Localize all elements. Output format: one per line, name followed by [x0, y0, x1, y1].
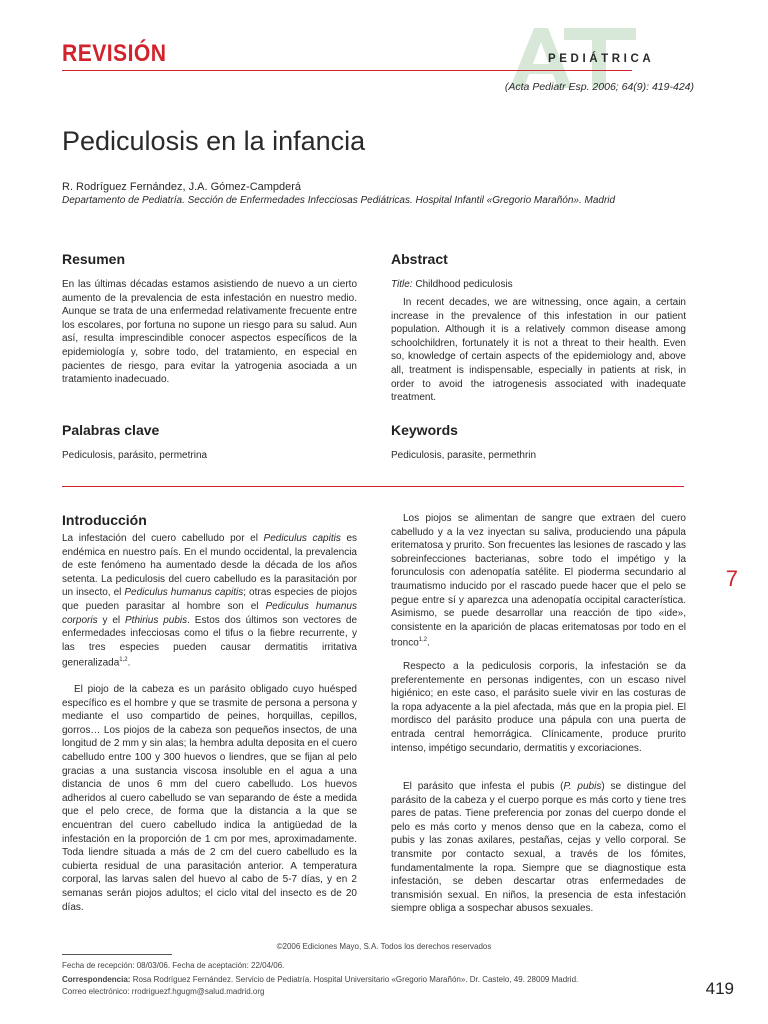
authors: R. Rodríguez Fernández, J.A. Gómez-Campderá [62, 181, 302, 193]
page-number: 419 [705, 979, 734, 998]
intro-paragraph-4: Respecto a la pediculosis corporis, la infestación se da preferentemente en personas indigentes, con un escaso nivel higiénico; en este caso, el parásito suele vivir en las costuras de la ropa adyacente a la piel afectada, más que en la propia piel. El mordisco del parásito produce una pápula con una puerta de entrada central hemorrágica. Clínicamente, produce prurito intenso, impétigo secundario, dermatitis y excoriaciones. [391, 661, 686, 754]
resumen-heading: Resumen [62, 251, 126, 267]
correspondence: Correspondencia: Rosa Rodríguez Fernández. Servicio de Pediatría. Hospital Universitario «Gregorio Marañón». Dr. Castelo, 49. 28009 Madrid. [62, 975, 579, 984]
copyright: ©2006 Ediciones Mayo, S.A. Todos los derechos reservados [276, 942, 492, 951]
resumen-text: En las últimas décadas estamos asistiendo de nuevo a un cierto aumento de la prevalencia de esta infestación en nuestro medio. Aunque se trata de una enfermedad relativamente frecuente entre los escolares, por fortuna no supone un riesgo para su salud. Aun así, resulta imprescindible conocer aspectos específicos de la epidemiología y, sobre todo, del tratamiento, en especial en pacientes de riesgo, para evitar la yatrogenia asociada a un tratamiento inadecuado. [62, 279, 357, 386]
intro-paragraph-2: El piojo de la cabeza es un parásito obligado cuyo huésped específico es el hombre y que se trasmite de persona a persona y mediante el uso compartido de peines, horquillas, cepillos, gorros… Los piojos de la cabeza son pequeños insectos, de una longitud de 2 mm y sin alas; la hembra adulta deposita en el cuero cabelludo entre 100 y 300 huevos o liendres, que se fijan al pelo gracias a una sustancia viscosa insoluble en el agua a una distancia de unos 6 mm del cuero cabelludo. Los huevos adheridos al cuero cabelludo se van separando de éste a medida que el pelo crece, de forma que la distancia a la que se encuentran del cuero cabelludo indica la antigüedad de la infestación en la proporción de 1 cm por mes, aproximadamente. Toda liendre situada a más de 2 cm del cuero cabelludo es la cubierta residual de una parasitación anterior. A temperatura corporal, las larvas salen del huevo al cabo de 5-7 días, y en 2 semanas serán piojos adultos; el ciclo vital del insecto es de 20 días. [62, 684, 357, 913]
keywords-es-text: Pediculosis, parásito, permetrina [62, 450, 208, 461]
received-dates: Fecha de recepción: 08/03/06. Fecha de aceptación: 22/04/06. [62, 961, 285, 970]
abstract-title-label: Title: [391, 279, 413, 290]
section-label: REVISIÓN [62, 40, 167, 67]
article-title: Pediculosis en la infancia [62, 126, 366, 156]
section-rule [62, 486, 684, 487]
intro-paragraph-5: El parásito que infesta el pubis (P. pubis) se distingue del parásito de la cabeza y el cuerpo porque es más corto y tiene tres pares de patas. Tiene preferencia por zonas del cuerpo donde el pelo es más corto y menos denso que en la cabeza, como el pubis y las zonas axilares, pestañas, cejas y vello corporal. Se transmite por contacto sexual, a través de los fómites, fundamentalmente la ropa. Siempre que se diagnostique esta infestación, se deben descartar otras enfermedades de transmisión sexual. En niños, la presencia de esta infestación siempre obliga a sospechar abusos sexuales. [391, 781, 686, 915]
header-rule [62, 70, 632, 71]
abstract-heading: Abstract [391, 251, 448, 267]
citation: (Acta Pediatr Esp. 2006; 64(9): 419-424) [504, 81, 694, 93]
affiliation: Departamento de Pediatría. Sección de Enfermedades Infecciosas Pediátricas. Hospital Infantil «Gregorio Marañón». Madrid [62, 195, 616, 206]
intro-paragraph-1: La infestación del cuero cabelludo por el Pediculus capitis es endémica en nuestro país. En el mundo occidental, la prevalencia de este fenómeno ha aumentado desde la década de los años setenta. La pediculosis del cuero cabelludo es la parasitación por un insecto, el Pediculus humanus capitis; otras especies de piojos que pueden parasitar al hombre son el Pediculus humanus corporis y el Pthirius pubis. Estos dos últimos son vectores de enfermedades infecciosas como el tifus o la fiebre recurrente, y las tres especies pueden causar dermatitis irritativa generalizada$^{1,2}$. [62, 533, 358, 669]
intro-heading: Introducción [62, 512, 147, 528]
footnote-rule [62, 954, 172, 955]
abstract-title-value: Childhood pediculosis [415, 279, 513, 290]
keywords-es-heading: Palabras clave [62, 422, 160, 438]
email: Correo electrónico: rrodriguezf.hgugm@salud.madrid.org [62, 987, 265, 996]
intro-paragraph-3: Los piojos se alimentan de sangre que extraen del cuero cabelludo y a la vez inyectan su saliva, produciendo una pápula eritematosa y prurito. Son frecuentes las lesiones de rascado y las sobreinfecciones bacterianas, sobre todo el impétigo y la forunculosis con adenopatía satélite. El pioderma secundario al traumatismo inducido por el rascado puede hacer que el pelo se pegue entre sí y aparezca una adenopatía occipital característica. Asimismo, se puede desarrollar una reacción de tipo «ide», consistente en la aparición de placas eritematosas por todo en el tronco$^{1,2}$. [391, 513, 686, 649]
chapter-marker: 7 [725, 566, 738, 591]
abstract-text: In recent decades, we are witnessing, once again, a certain increase in the prevalence of this infestation in our patient population. Although it is a relatively common disease among schoolchildren, fortunately it is not a threat to their health. Even so, knowledge of certain aspects of the epidemiology and, above all, treatment is indispensable, especially in patients at risk, in order to avoid the iatrogenesis associated with inadequate treatment. [391, 297, 686, 404]
keywords-en-heading: Keywords [391, 422, 458, 438]
abstract-title-line [391, 278, 686, 292]
keywords-en-text: Pediculosis, parasite, permethrin [391, 450, 537, 461]
journal-logo-text: PEDIÁTRICA [548, 53, 655, 65]
